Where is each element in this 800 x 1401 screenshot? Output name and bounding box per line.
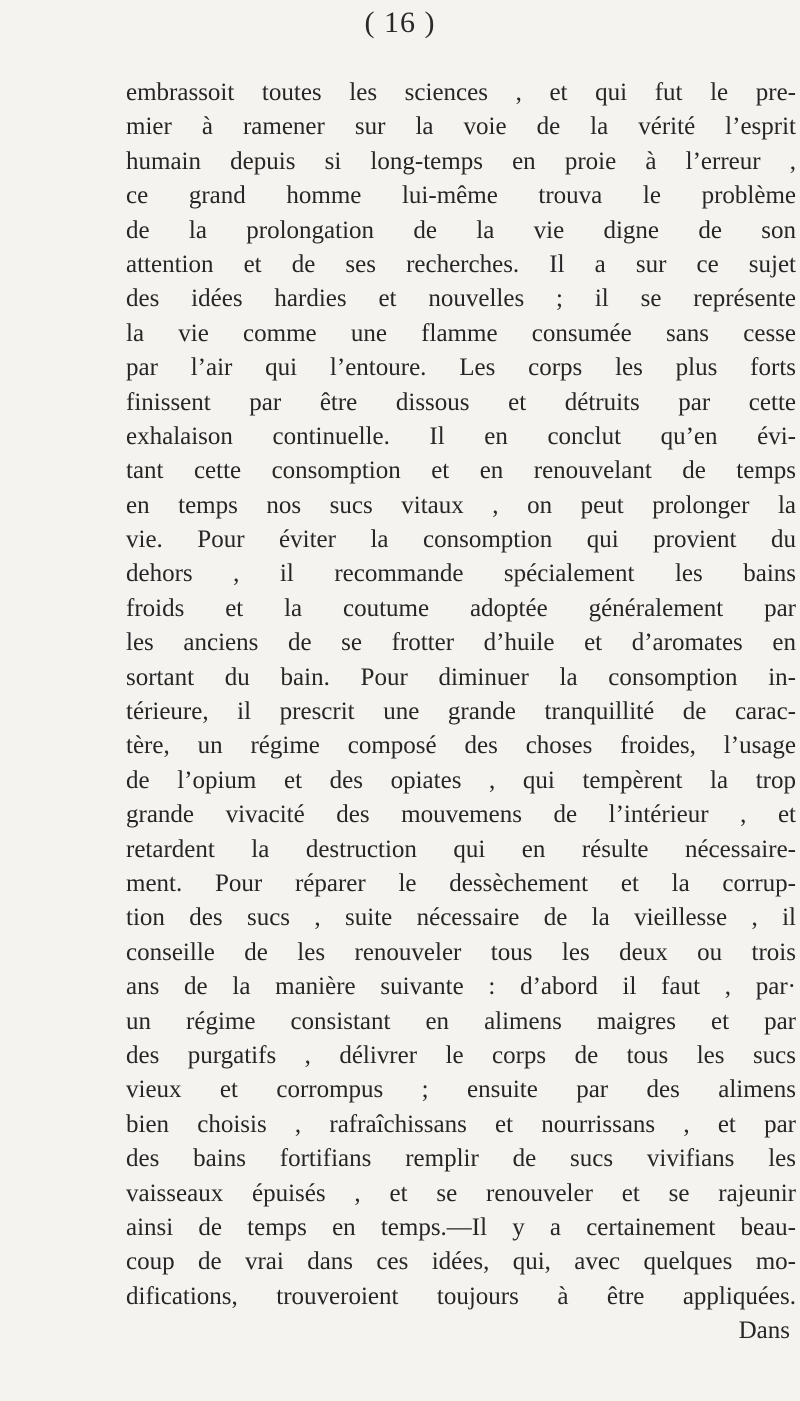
text-line: de la prolongation de la vie digne de son [126, 216, 796, 244]
text-line: conseille de les renouveler tous les deux ou trois [126, 938, 796, 966]
text-line: difications, trouveroient toujours à être appliquées. [126, 1282, 796, 1310]
text-line: de l’opium et des opiates , qui tempèrent la trop [126, 766, 796, 794]
text-line: des purgatifs , délivrer le corps de tous les sucs [126, 1041, 796, 1069]
text-line: grande vivacité des mouvemens de l’intérieur , et [126, 801, 796, 829]
text-line: humain depuis si long-temps en proie à l’erreur , [126, 147, 796, 175]
catchword: Dans [738, 1317, 790, 1345]
text-line: ainsi de temps en temps.—Il y a certainement beau- [126, 1213, 796, 1241]
text-line: sortant du bain. Pour diminuer la consomption in- [126, 663, 796, 691]
text-line: des bains fortifians remplir de sucs vivifians les [126, 1145, 796, 1173]
text-line: la vie comme une flamme consumée sans cesse [126, 319, 796, 347]
text-line: froids et la coutume adoptée généralement par [126, 594, 796, 622]
text-line: par l’air qui l’entoure. Les corps les plus forts [126, 354, 796, 382]
text-line: des idées hardies et nouvelles ; il se représente [126, 285, 796, 313]
text-line: coup de vrai dans ces idées, qui, avec quelques mo- [126, 1248, 796, 1276]
text-line: tion des sucs , suite nécessaire de la vieillesse , il [126, 904, 796, 932]
text-line: dehors , il recommande spécialement les bains [126, 560, 796, 588]
text-line: bien choisis , rafraîchissans et nourrissans , et par [126, 1110, 796, 1138]
text-line: vie. Pour éviter la consomption qui provient du [126, 526, 796, 554]
text-line: tant cette consomption et en renouvelant de temps [126, 457, 796, 485]
text-line: tère, un régime composé des choses froides, l’usage [126, 732, 796, 760]
text-line: attention et de ses recherches. Il a sur ce sujet [126, 250, 796, 278]
text-line: finissent par être dissous et détruits par cette [126, 388, 796, 416]
text-line: en temps nos sucs vitaux , on peut prolonger la [126, 491, 796, 519]
text-line: exhalaison continuelle. Il en conclut qu’en évi- [126, 422, 796, 450]
text-line: vieux et corrompus ; ensuite par des alimens [126, 1076, 796, 1104]
text-line: térieure, il prescrit une grande tranquillité de carac- [126, 698, 796, 726]
text-line: embrassoit toutes les sciences , et qui fut le pre- [126, 79, 796, 106]
body-text [126, 76, 796, 1348]
text-line: ce grand homme lui-même trouva le problème [126, 182, 796, 210]
text-line: les anciens de se frotter d’huile et d’aromates en [126, 629, 796, 657]
text-line: ment. Pour réparer le dessèchement et la corrup- [126, 869, 796, 897]
page-number: ( 16 ) [364, 6, 436, 39]
text-line: vaisseaux épuisés , et se renouveler et se rajeunir [126, 1179, 796, 1207]
text-line: mier à ramener sur la voie de la vérité l’esprit [126, 113, 796, 141]
text-line: un régime consistant en alimens maigres et par [126, 1007, 796, 1035]
text-line: ans de la manière suivante : d’abord il faut , par· [126, 973, 796, 1001]
text-line: retardent la destruction qui en résulte nécessaire- [126, 835, 796, 863]
